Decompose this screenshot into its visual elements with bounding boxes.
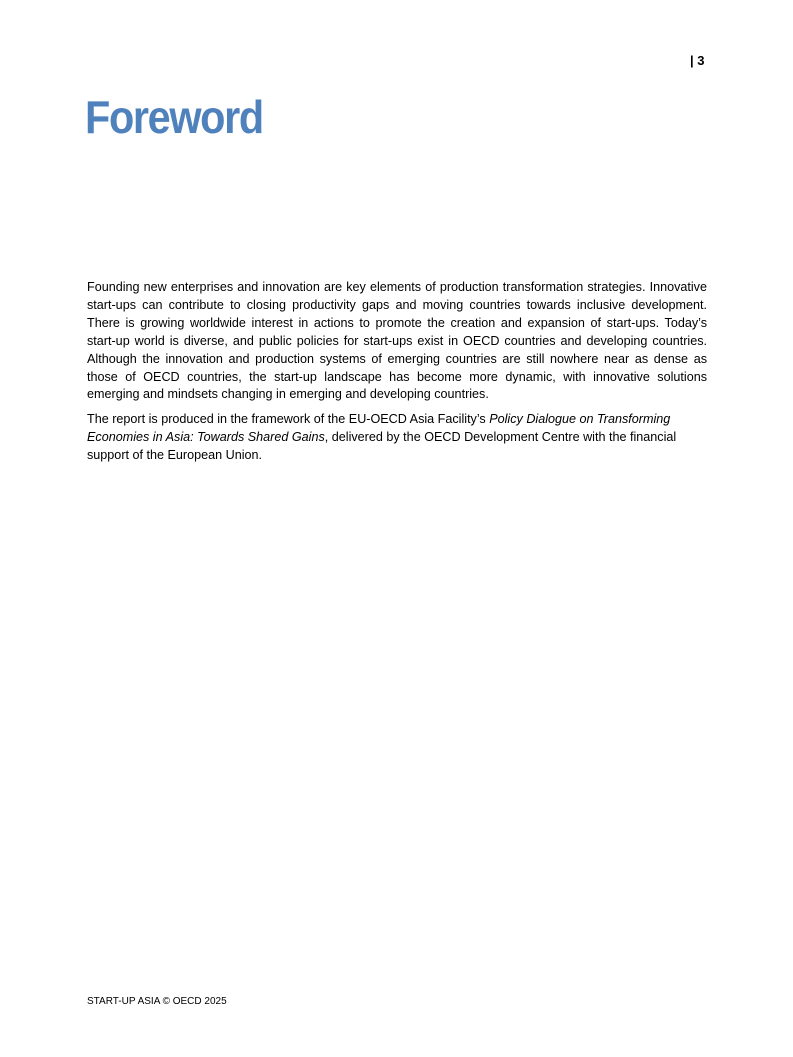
paragraph-2-italic-title: Policy Dialogue on Transforming Economies in Asia: Towards Shared Gains (87, 412, 671, 445)
body-text (87, 279, 707, 472)
paragraph-2-text-before: The report is produced in the framework of the EU-OECD Asia Facility’s (87, 412, 490, 427)
page-number: | 3 (690, 53, 705, 68)
paragraph-2 (87, 411, 707, 465)
paragraph-2-text-after: , delivered by the OECD Development Centre with the financial support of the European Union. (87, 430, 677, 463)
footer: START-UP ASIA © OECD 2025 (87, 996, 227, 1007)
paragraph-1: Founding new enterprises and innovation are key elements of production transformation strategies. Innovative start-ups can contribute to closing productivity gaps and moving countries towards inclusive development. There is growing worldwide interest in actions to promote the creation and expansion of start-ups. Today’s start-up world is diverse, and public policies for start-ups exist in OECD countries and developing countries. Although the innovation and production systems of emerging countries are still nowhere near as dense as those of OECD countries, the start-up landscape has become more dynamic, with innovative solutions emerging and mindsets changing in emerging and developing countries. (87, 280, 707, 402)
page-title: Foreword (85, 91, 263, 143)
